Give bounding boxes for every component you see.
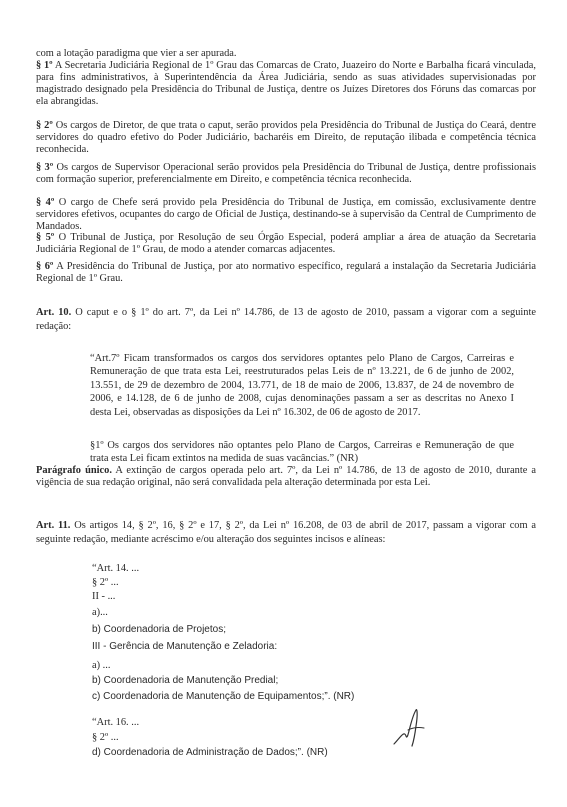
list-line: II - ... [92, 591, 116, 602]
list-line: § 2º ... [92, 732, 119, 743]
paragrafo-unico: Parágrafo único. A extinção de cargos operada pelo art. 7º, da Lei nº 14.786, de 13 de agosto de 2010, durante a vigência de sua redação original, não será convalidada pela alteração determinada por esta Lei. [36, 465, 536, 489]
paragraph-sec-6: § 6º A Presidência do Tribunal de Justiça, por ato normativo específico, regulará a instalação da Secretaria Judiciária Regional de 1º Grau. [36, 261, 537, 285]
list-line: “Art. 16. ... [92, 717, 140, 728]
paragraph-sec-2: § 2º Os cargos de Diretor, de que trata o caput, serão providos pela Presidência do Tribunal de Justiça do Ceará, dentre servidores do quadro efetivo do Poder Judiciário, bacharéis em Direito, de reputação ilibada e competência técnica reconhecida. [36, 120, 536, 156]
paragraph-sec-3: § 3º Os cargos de Supervisor Operacional serão providos pela Presidência do Tribunal de Justiça, dentre profissionais com formação superior, preferencialmente em Direito, e competência técnica reconhecida. [36, 162, 536, 186]
quote-sec-1: §1º Os cargos dos servidores não optantes pelo Plano de Cargos, Carreiras e Remuneração de que trata esta Lei ficam extintos na medida de suas vacâncias.” (NR) [90, 440, 514, 464]
paragraph-lotacao: com a lotação paradigma que vier a ser apurada. [36, 48, 237, 59]
paragraph-sec-5: § 5º O Tribunal de Justiça, por Resolução de seu Órgão Especial, poderá ampliar a área de atuação da Secretaria Judiciária Regional de 1º Grau, de modo a atender comarcas adjacentes. [36, 232, 536, 256]
paragraph-sec-4: § 4º O cargo de Chefe será provido pela Presidência do Tribunal de Justiça, em comissão, exclusivamente dentre servidores efetivos, ocupantes do cargo de Oficial de Justiça, destinando-se à supervisão da Central de Cumprimento de Mandados. [36, 197, 536, 233]
handwritten-initials [390, 700, 430, 750]
list-line: a) ... [92, 660, 111, 671]
quote-art-7: “Art.7º Ficam transformados os cargos dos servidores optantes pelo Plano de Cargos, Carreiras e Remuneração de que trata esta Lei, reestruturados pelas Leis de nº 13.221, de 6 de junho de 2002, 13.551, de 29 de dezembro de 2004, 13.771, de 18 de maio de 2006, 13.837, de 24 de novembro de 2006, e 14.128, de 6 de junho de 2008, cujas denominações passam a ser as descritas no Anexo I desta Lei, observadas as disposições da Lei nº 16.302, de 06 de agosto de 2017. [90, 353, 514, 418]
list-line: d) Coordenadoria de Administração de Dados;”. (NR) [92, 747, 328, 758]
list-line: b) Coordenadoria de Projetos; [92, 624, 226, 635]
list-line: c) Coordenadoria de Manutenção de Equipamentos;”. (NR) [92, 691, 355, 702]
list-line: a)... [92, 607, 108, 618]
paragraph-sec-1: § 1º A Secretaria Judiciária Regional de 1º Grau das Comarcas de Crato, Juazeiro do Norte e Barbalha ficará vinculada, para fins administrativos, à Superintendência da Área Judiciária, sendo as suas atividades supervisionadas por magistrado designado pela Presidência do Tribunal de Justiça, dentre os Juízes Diretores dos Fóruns das comarcas por ela abrangidas. [36, 60, 537, 108]
list-line: § 2º ... [92, 577, 119, 588]
list-line: III - Gerência de Manutenção e Zeladoria: [92, 641, 278, 652]
article-11: Art. 11. Os artigos 14, § 2º, 16, § 2º e 17, § 2º, da Lei nº 16.208, de 03 de abril de 2017, passam a vigorar com a seguinte redação, mediante acréscimo e/ou alteração dos seguintes incisos e alíneas: [36, 520, 537, 545]
article-10: Art. 10. O caput e o § 1º do art. 7º, da Lei nº 14.786, de 13 de agosto de 2010, passam a vigorar com a seguinte redação: [36, 307, 536, 332]
list-line: b) Coordenadoria de Manutenção Predial; [92, 675, 279, 686]
list-line: “Art. 14. ... [92, 563, 140, 574]
